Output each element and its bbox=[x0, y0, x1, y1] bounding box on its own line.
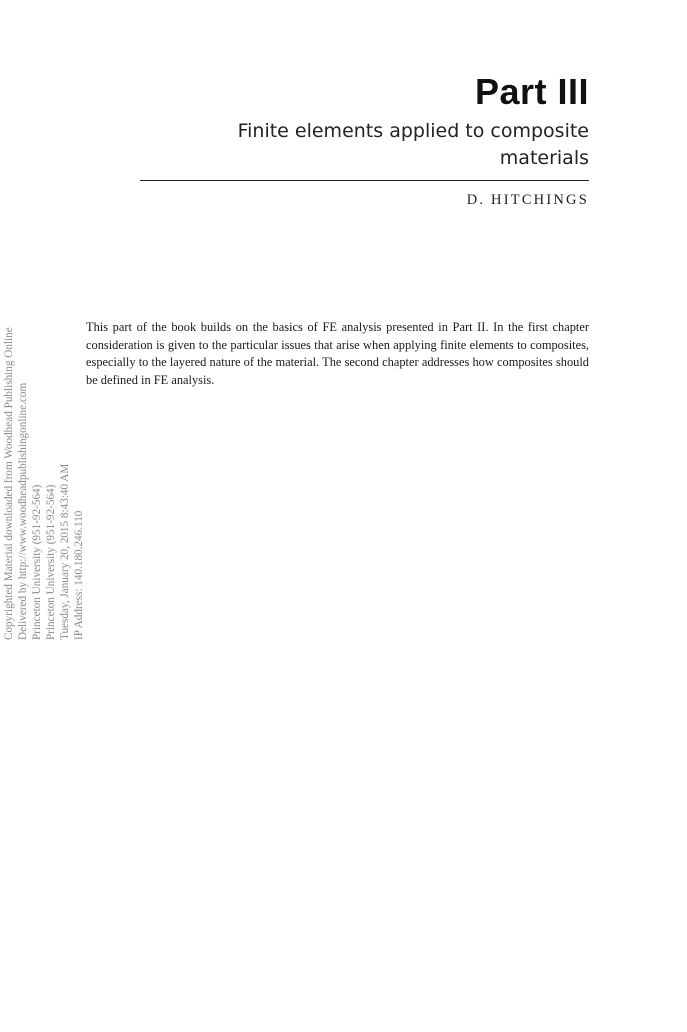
watermark-line: Tuesday, January 20, 2015 8:43:40 AM bbox=[59, 463, 71, 640]
watermark-line: IP Address: 140.180.246.110 bbox=[73, 510, 85, 640]
part-title: Part III bbox=[474, 71, 589, 112]
title-divider bbox=[140, 180, 589, 181]
intro-paragraph: This part of the book builds on the basics of FE analysis presented in Part II. In the first chapter consideration is given to the particular issues that arise when applying finite elements to composites, especially to the layered nature of the material. The second chapter addresses how composites should be defined in FE analysis. bbox=[86, 320, 589, 387]
watermark-line: Delivered by http://www.woodheadpublishingonline.com bbox=[17, 382, 29, 640]
watermark-line: Princeton University (951-92-564) bbox=[31, 484, 43, 640]
watermark-line: Copyrighted Material downloaded from Woodhead Publishing Online bbox=[3, 327, 15, 640]
copyright-watermark bbox=[2, 327, 86, 640]
part-subtitle: Finite elements applied to composite materials bbox=[237, 120, 589, 169]
watermark-line: Princeton University (951-92-564) bbox=[45, 484, 57, 640]
author-name: D. HITCHINGS bbox=[466, 192, 589, 208]
